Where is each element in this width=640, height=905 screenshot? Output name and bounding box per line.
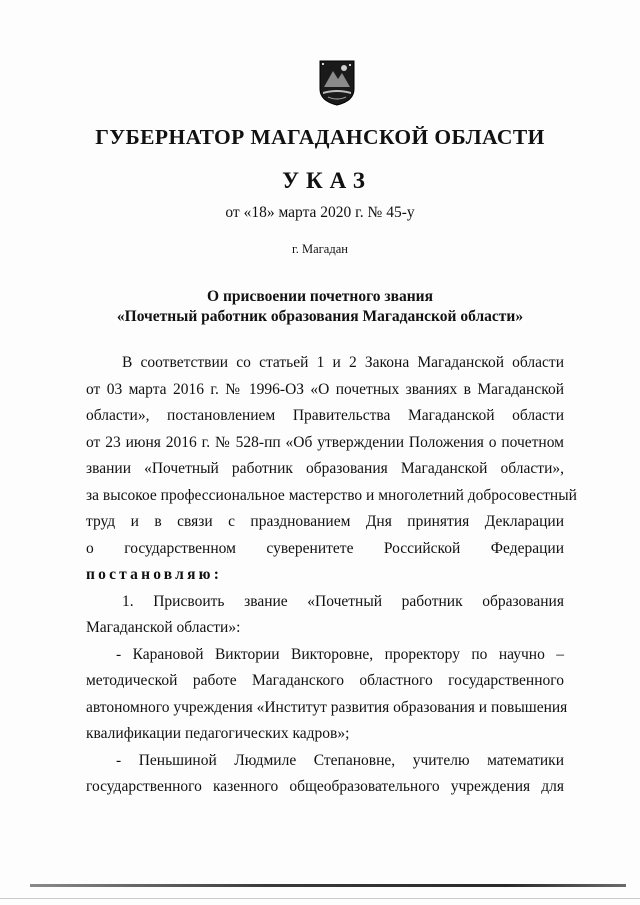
body-line: за высокое профессиональное мастерство и многолетний добросовестный bbox=[86, 486, 577, 504]
body-line: Магаданской области»: bbox=[86, 619, 241, 636]
document-date-number: от «18» марта 2020 г. № 45-у bbox=[225, 204, 415, 221]
scan-edge-line bbox=[30, 884, 626, 887]
coat-of-arms-icon bbox=[318, 59, 356, 107]
document-body bbox=[86, 350, 577, 801]
body-line: автономного учреждения «Институт развития образования и повышения bbox=[86, 698, 568, 716]
document-city: г. Магадан bbox=[292, 242, 348, 256]
awardee-item: - Карановой Виктории Викторовне, проректору по научно – bbox=[116, 645, 564, 663]
scan-edge-line-thin bbox=[0, 898, 640, 899]
body-line: от 23 июня 2016 г. № 528-пп «Об утверждении Положения о почетном bbox=[86, 433, 564, 451]
document-title-line-2: «Почетный работник образования Магаданской области» bbox=[116, 308, 524, 325]
issuing-authority: ГУБЕРНАТОР МАГАДАНСКОЙ ОБЛАСТИ bbox=[95, 125, 545, 149]
document-title-line-1: О присвоении почетного звания bbox=[207, 288, 433, 305]
body-line: труд и в связи с празднованием Дня принятия Декларации bbox=[86, 513, 564, 530]
body-line: методической работе Магаданского областного государственного bbox=[86, 672, 564, 689]
clause-1-heading: 1. Присвоить звание «Почетный работник образования bbox=[122, 592, 564, 610]
body-line: звании «Почетный работник образования Магаданской области», bbox=[86, 460, 564, 477]
body-line: о государственном суверенитете Российской Федерации bbox=[86, 539, 564, 557]
document-type: УКАЗ bbox=[282, 168, 372, 193]
document-title bbox=[0, 287, 640, 327]
decree-keyword: постановляю: bbox=[86, 566, 223, 583]
body-line: квалификации педагогических кадров»; bbox=[86, 725, 350, 742]
body-line: государственного казенного общеобразовательного учреждения для bbox=[86, 778, 564, 795]
body-line: В соответствии со статьей 1 и 2 Закона Магаданской области bbox=[122, 354, 564, 371]
body-line: области», постановлением Правительства Магаданской области bbox=[86, 407, 564, 424]
body-line: от 03 марта 2016 г. № 1996-ОЗ «О почетных званиях в Магаданской bbox=[86, 380, 564, 398]
awardee-item: - Пеньшиной Людмиле Степановне, учителю математики bbox=[116, 751, 564, 769]
